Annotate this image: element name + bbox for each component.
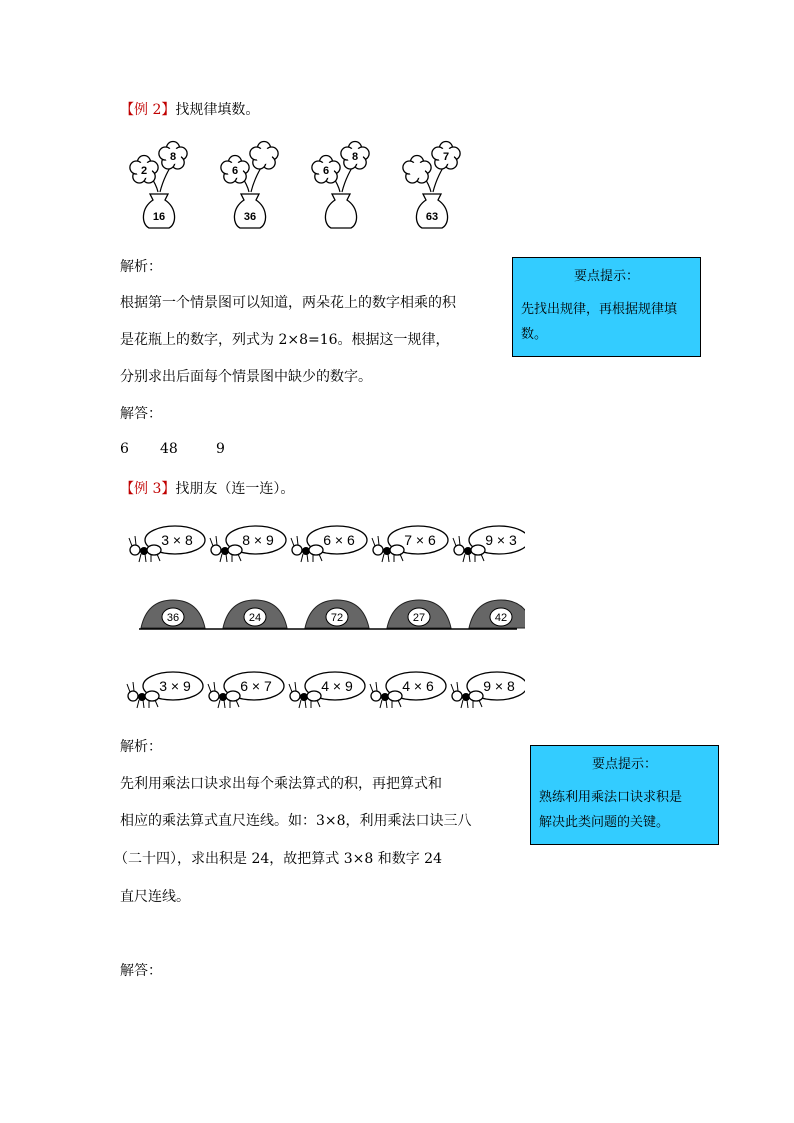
flower-number: 6 bbox=[322, 165, 330, 177]
example2-tip-box bbox=[512, 257, 701, 357]
example2-analysis-line: 分别求出后面每个情景图中缺少的数字。 bbox=[120, 369, 372, 385]
flower-vase-item bbox=[312, 142, 369, 229]
flower-left bbox=[403, 156, 431, 183]
flower-vase-item bbox=[403, 142, 460, 229]
expression-text: 4 × 9 bbox=[321, 678, 353, 694]
vase bbox=[325, 194, 356, 228]
example2-analysis-line: 是花瓶上的数字，列式为 2×8=16。根据这一规律， bbox=[120, 332, 450, 348]
mound-number: 42 bbox=[494, 612, 508, 624]
expression-text: 9 × 3 bbox=[485, 532, 517, 548]
mound bbox=[305, 600, 369, 628]
example2-heading bbox=[120, 99, 259, 119]
mound-number: 24 bbox=[248, 612, 262, 624]
ant-expression bbox=[372, 526, 448, 562]
flower-number: 6 bbox=[231, 165, 239, 177]
expression-text: 3 × 8 bbox=[161, 532, 193, 548]
ant-expression bbox=[370, 672, 446, 708]
flower-left bbox=[221, 156, 249, 183]
expression-text: 4 × 6 bbox=[402, 678, 434, 694]
tip-line: 解决此类问题的关键。 bbox=[539, 815, 670, 830]
example2-analysis-line: 根据第一个情景图可以知道，两朵花上的数字相乘的积 bbox=[120, 295, 456, 311]
example2-answer-label: 解答： bbox=[120, 406, 162, 422]
ant-expression bbox=[129, 526, 205, 562]
flower-vases-figure bbox=[125, 140, 470, 232]
flower-left bbox=[130, 156, 158, 183]
flower-number: 8 bbox=[169, 151, 177, 163]
flower-number: 7 bbox=[442, 151, 450, 163]
ant-expression bbox=[208, 672, 284, 708]
flower-right bbox=[250, 142, 278, 169]
mound-number: 72 bbox=[330, 612, 344, 624]
tip-line: 熟练利用乘法口诀求积是 bbox=[539, 790, 683, 805]
mound-number: 36 bbox=[166, 612, 180, 624]
flower-right bbox=[432, 142, 460, 169]
ant-expression bbox=[453, 526, 525, 562]
example3-tip-box bbox=[530, 745, 719, 845]
mound bbox=[141, 600, 205, 628]
flower-right bbox=[159, 142, 187, 169]
tip-title: 要点提示： bbox=[591, 757, 657, 772]
example3-analysis-line: （二十四），求出积是 24，故把算式 3×8 和数字 24 bbox=[114, 851, 442, 867]
example3-analysis-line: 直尺连线。 bbox=[120, 889, 190, 905]
example2-analysis-label: 解析： bbox=[120, 259, 162, 275]
example3-analysis-line: 先利用乘法口诀求出每个乘法算式的积，再把算式和 bbox=[120, 776, 442, 792]
flower-number: 2 bbox=[140, 165, 148, 177]
expression-text: 6 × 6 bbox=[323, 532, 355, 548]
example2-answer: 6 bbox=[120, 441, 129, 457]
vase-number: 63 bbox=[425, 211, 439, 223]
mound-number: 27 bbox=[412, 612, 426, 624]
mound bbox=[387, 600, 451, 628]
expression-text: 8 × 9 bbox=[242, 532, 274, 548]
example3-tag: 【例 3】 bbox=[120, 481, 176, 497]
mound bbox=[223, 600, 287, 628]
example3-analysis-line: 相应的乘法算式直尺连线。如：3×8，利用乘法口诀三八 bbox=[120, 813, 472, 829]
tip-line: 数。 bbox=[521, 327, 548, 342]
vase-number: 16 bbox=[152, 211, 166, 223]
ant-expression bbox=[451, 672, 525, 708]
ant-expression bbox=[291, 526, 367, 562]
flower-number: 8 bbox=[351, 151, 359, 163]
example3-title: 找朋友（连一连）。 bbox=[175, 481, 295, 497]
example3-answer-label: 解答： bbox=[120, 963, 162, 979]
ant-expression bbox=[210, 526, 286, 562]
expression-text: 9 × 8 bbox=[483, 678, 515, 694]
flower-right bbox=[341, 142, 369, 169]
example2-answer: 9 bbox=[216, 441, 225, 457]
expression-text: 7 × 6 bbox=[404, 532, 436, 548]
flower-vase-item bbox=[130, 142, 187, 229]
ant-expression bbox=[127, 672, 203, 708]
mound bbox=[469, 600, 525, 628]
vase-number: 36 bbox=[243, 211, 257, 223]
tip-line: 先找出规律，再根据规律填 bbox=[521, 302, 678, 317]
flower-vase-item bbox=[221, 142, 278, 229]
tip-title: 要点提示： bbox=[573, 269, 639, 284]
example2-tag: 【例 2】 bbox=[120, 102, 176, 118]
example3-analysis-label: 解析： bbox=[120, 739, 162, 755]
ants-mounds-figure bbox=[125, 520, 525, 715]
example2-title: 找规律填数。 bbox=[175, 102, 260, 118]
example3-heading bbox=[120, 478, 294, 498]
flower-left bbox=[312, 156, 340, 183]
ant-expression bbox=[289, 672, 365, 708]
expression-text: 6 × 7 bbox=[240, 678, 272, 694]
example2-answer: 48 bbox=[160, 441, 178, 457]
expression-text: 3 × 9 bbox=[159, 678, 191, 694]
